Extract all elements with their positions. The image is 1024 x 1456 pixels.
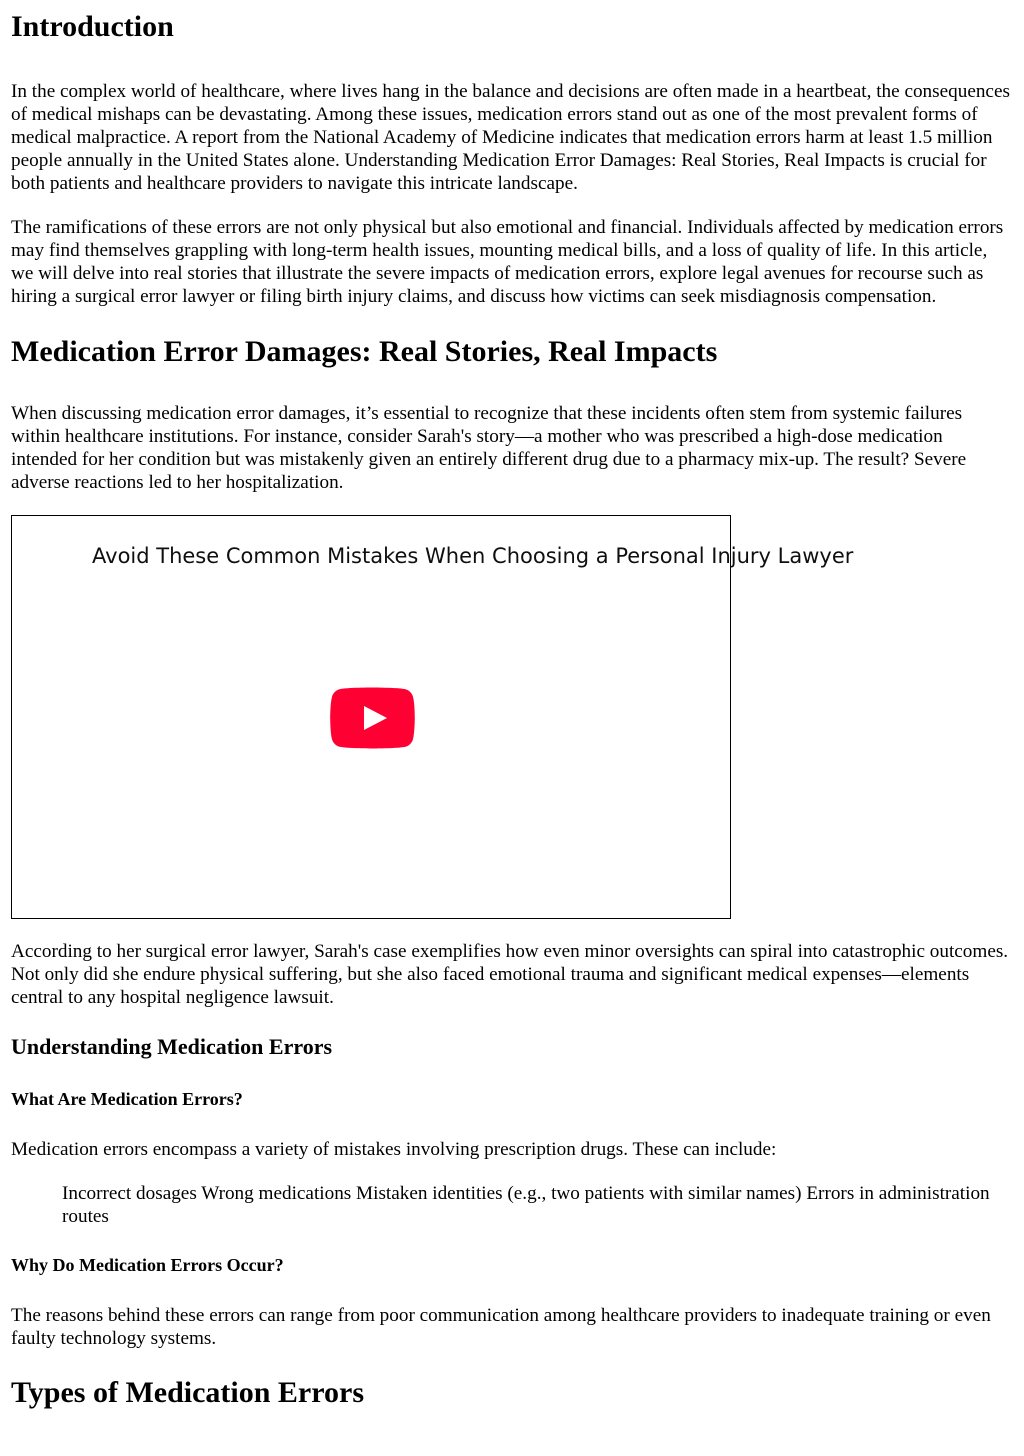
medication-error-damages-heading: Medication Error Damages: Real Stories, Real Impacts [11, 335, 718, 368]
medication-error-list: Incorrect dosages Wrong medications Mistaken identities (e.g., two patients with similar names) Errors in administration routes [62, 1183, 990, 1227]
what-paragraph: Medication errors encompass a variety of mistakes involving prescription drugs. These can include: [11, 1139, 777, 1160]
intro-paragraph-1: In the complex world of healthcare, where lives hang in the balance and decisions are often made in a heartbeat, the consequences of medical mishaps can be devastating. Among these issues, medication errors stand out as one of the most prevalent forms of medical malpractice. A report from the National Academy of Medicine indicates that medication errors harm at least 1.5 million people annually in the United States alone. Understanding Medication Error Damages: Real Stories, Real Impacts is crucial for both patients and healthcare providers to navigate this intricate landscape. [11, 81, 1010, 194]
damages-paragraph-1: When discussing medication error damages, it’s essential to recognize that these incidents often stem from systemic failures within healthcare institutions. For instance, consider Sarah's story—a mother who was prescribed a high-dose medication intended for her condition but was mistakenly given an entirely different drug due to a pharmacy mix-up. The result? Severe adverse reactions led to her hospitalization. [11, 403, 967, 493]
what-are-medication-errors-heading: What Are Medication Errors? [11, 1089, 243, 1109]
video-title[interactable]: Avoid These Common Mistakes When Choosing a Personal Injury Lawyer [92, 544, 854, 568]
types-of-medication-errors-heading: Types of Medication Errors [11, 1376, 365, 1409]
damages-paragraph-2: According to her surgical error lawyer, Sarah's case exemplifies how even minor oversights can spiral into catastrophic outcomes. Not only did she endure physical suffering, but she also faced emotional trauma and significant medical expenses—elements central to any hospital negligence lawsuit. [11, 941, 1009, 1008]
introduction-heading: Introduction [11, 10, 174, 43]
youtube-play-icon[interactable] [329, 687, 416, 749]
why-paragraph: The reasons behind these errors can range from poor communication among healthcare providers to inadequate training or even faulty technology systems. [11, 1305, 991, 1349]
embedded-video[interactable] [11, 515, 854, 919]
intro-paragraph-2: The ramifications of these errors are not only physical but also emotional and financial. Individuals affected by medication errors may find themselves grappling with long-term health issues, mounting medical bills, and a loss of quality of life. In this article, we will delve into real stories that illustrate the severe impacts of medication errors, explore legal avenues for recourse such as hiring a surgical error lawyer or filing birth injury claims, and discuss how victims can seek misdiagnosis compensation. [11, 217, 1004, 307]
understanding-medication-errors-heading: Understanding Medication Errors [11, 1034, 333, 1059]
article [0, 10, 1024, 1410]
why-medication-errors-occur-heading: Why Do Medication Errors Occur? [11, 1255, 284, 1275]
